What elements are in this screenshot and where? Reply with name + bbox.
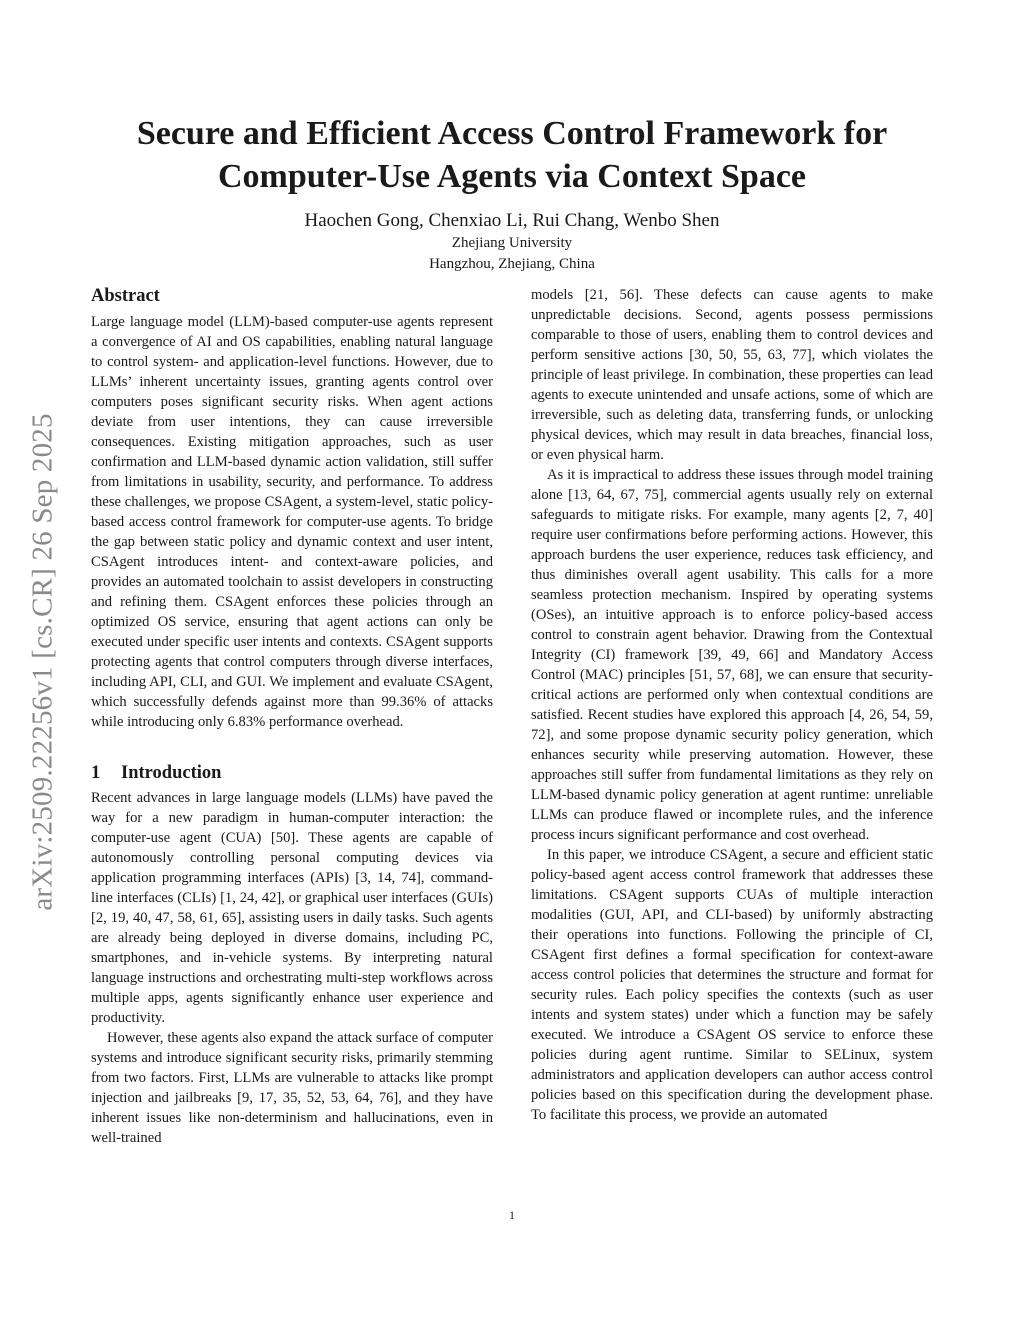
body-paragraph: As it is impractical to address these issues through model training alone [13, 64, 67, 75], commercial agents usually rely on external safeguards to mitigate risks. For example, many agents [2, 7, 40] require user confirmations before performing actions. However, this approach burdens the user experience, reduces task efficiency, and thus diminishes overall agent usability. This calls for a more seamless protection mechanism. Inspired by operating systems (OSes), an intuitive approach is to enforce policy-based access control to constrain agent behavior. Drawing from the Contextual Integrity (CI) framework [39, 49, 66] and Mandatory Access Control (MAC) principles [51, 57, 68], we can ensure that security-critical actions are performed only when contextual conditions are satisfied. Recent studies have explored this approach [4, 26, 54, 59, 72], and some propose dynamic security policy generation, which enhances security while preserving automation. However, these approaches still suffer from fundamental limitations as they rely on LLM-based dynamic policy generation at agent runtime: unreliable LLMs can produce flawed or incomplete rules, and the inference process incurs significant performance and cost overhead.: [531, 467, 933, 843]
left-column: [91, 285, 493, 1148]
author-list: Haochen Gong, Chenxiao Li, Rui Chang, Wenbo Shen: [304, 210, 720, 231]
section-number: 1: [91, 763, 101, 783]
paper-title: [80, 112, 944, 198]
section-heading-introduction: [91, 762, 493, 784]
right-column: [531, 285, 933, 1125]
body-paragraph: In this paper, we introduce CSAgent, a secure and efficient static policy-based agent access control framework that addresses these limitations. CSAgent supports CUAs of multiple interaction modalities (GUI, API, and CLI-based) by uniformly abstracting their operations into functions. Following the principle of CI, CSAgent first defines a formal specification for context-aware access control policies that determines the structure and format for security rules. Each policy specifies the contexts (such as user intents and system states) under which a function may be safely executed. We introduce a CSAgent OS service to enforce these policies during agent runtime. Similar to SELinux, system administrators and application developers can author access control policies based on this specification during the development phase. To facilitate this process, we provide an automated: [531, 847, 933, 1123]
arxiv-identifier: arXiv:2509.22256v1 [cs.CR] 26 Sep 2025: [26, 413, 59, 911]
body-paragraph: However, these agents also expand the attack surface of computer systems and introduce significant security risks, primarily stemming from two factors. First, LLMs are vulnerable to attacks like prompt injection and jailbreaks [9, 17, 35, 52, 53, 64, 76], and they have inherent issues like non-determinism and hallucinations, even in well-trained: [91, 1030, 493, 1146]
page-number: 1: [509, 1208, 515, 1222]
title-line: Secure and Efficient Access Control Framework for: [136, 115, 888, 152]
abstract-text: Large language model (LLM)-based computer-use agents represent a convergence of AI and OS capabilities, enabling natural language to control system- and application-level functions. However, due to LLMs’ inherent uncertainty issues, granting agents control over computers poses significant security risks. When agent actions deviate from user intentions, they can cause irreversible consequences. Existing mitigation approaches, such as user confirmation and LLM-based dynamic action validation, still suffer from limitations in usability, security, and performance. To address these challenges, we propose CSAgent, a system-level, static policy-based access control framework for computer-use agents. To bridge the gap between static policy and dynamic context and user intent, CSAgent introduces intent- and context-aware policies, and provides an automated toolchain to assist developers in constructing and refining them. CSAgent enforces these policies through an optimized OS service, ensuring that agent actions can only be executed under specific user intents and contexts. CSAgent supports protecting agents that control computers through diverse interfaces, including API, CLI, and GUI. We implement and evaluate CSAgent, which successfully defends against more than 99.36% of attacks while introducing only 6.83% performance overhead.: [91, 314, 493, 730]
affiliation-location: Hangzhou, Zhejiang, China: [429, 256, 595, 272]
body-paragraph-continued: models [21, 56]. These defects can cause agents to make unpredictable decisions. Second, agents possess permissions comparable to those of users, enabling them to control devices and perform sensitive actions [30, 50, 55, 63, 77], which violates the principle of least privilege. In combination, these properties can lead agents to execute unintended and unsafe actions, some of which are irreversible, such as deleting data, transferring funds, or unlocking physical devices, which may result in data breaches, financial loss, or even physical harm.: [531, 287, 933, 463]
body-paragraph: Recent advances in large language models (LLMs) have paved the way for a new paradigm in human-computer interaction: the computer-use agent (CUA) [50]. These agents are capable of autonomously controlling personal computing devices via application programming interfaces (APIs) [3, 14, 74], command-line interfaces (CLIs) [1, 24, 42], or graphical user interfaces (GUIs) [2, 19, 40, 47, 58, 61, 65], assisting users in daily tasks. Such agents are already being deployed in diverse domains, including PC, smartphones, and in-vehicle systems. By interpreting natural language instructions and orchestrating multi-step workflows across multiple apps, agents significantly enhance user experience and productivity.: [91, 790, 493, 1026]
title-line: Computer-Use Agents via Context Space: [217, 158, 806, 195]
abstract-heading: Abstract: [91, 286, 160, 306]
affiliation: Zhejiang University: [451, 235, 573, 251]
section-title: Introduction: [121, 763, 222, 783]
